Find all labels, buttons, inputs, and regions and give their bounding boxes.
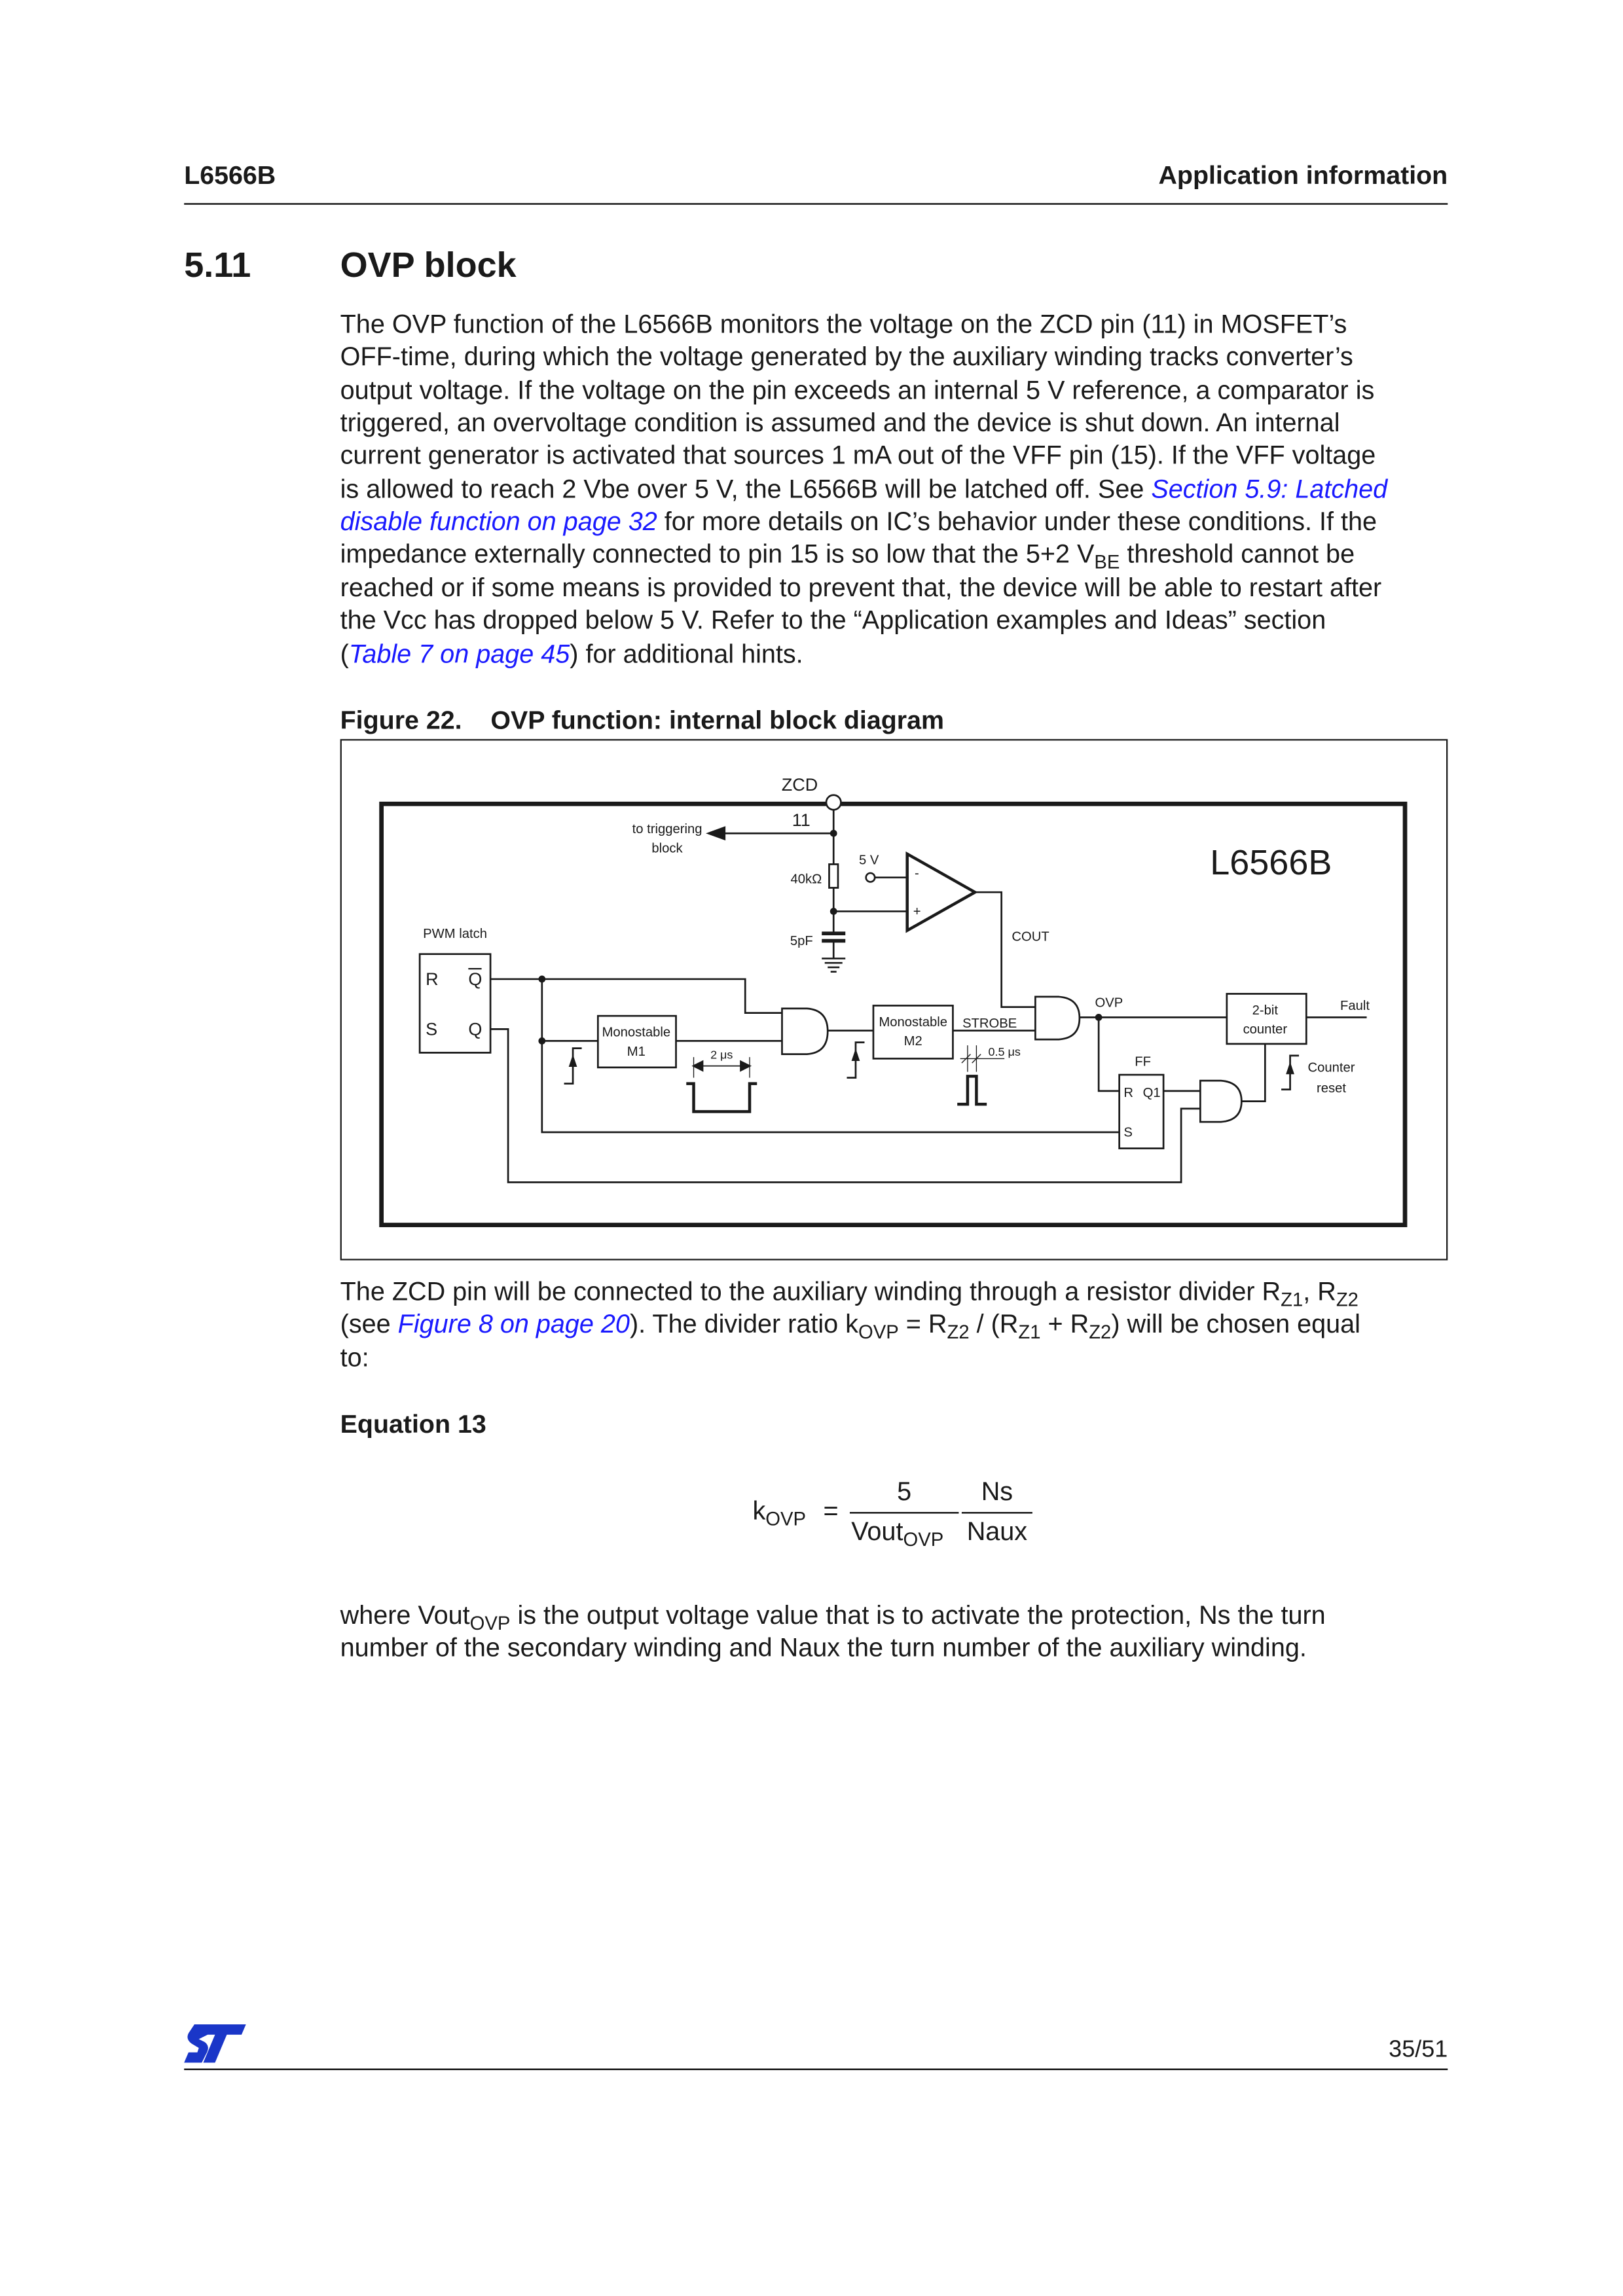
st-logo bbox=[183, 2022, 247, 2066]
label-capacitor: 5pF bbox=[790, 934, 813, 949]
label-m1: M1 bbox=[627, 1044, 646, 1059]
label-5v: 5 V bbox=[859, 853, 879, 868]
footer-rule bbox=[184, 2069, 1448, 2070]
text-line: triggered, an overvoltage condition is assumed and the device is shut down. An internal bbox=[340, 408, 1340, 438]
label-2us: 2 μs bbox=[710, 1048, 733, 1062]
link-section-5-9-cont[interactable]: disable function on page 32 bbox=[340, 506, 657, 536]
label-ff-s: S bbox=[1123, 1125, 1133, 1140]
fraction-bar bbox=[850, 1512, 958, 1513]
text: for more details on IC’s behavior under these conditions. If the bbox=[657, 506, 1377, 536]
rising-edge-icon bbox=[564, 1049, 582, 1084]
eq-numerator-1: 5 bbox=[897, 1477, 912, 1507]
ground-icon bbox=[822, 958, 845, 971]
text-line: current generator is activated that sources 1 mA out of the VFF pin (15). If the VFF voltage bbox=[340, 440, 1376, 470]
label-resistor: 40kΩ bbox=[790, 872, 822, 887]
label-fault: Fault bbox=[1340, 999, 1370, 1014]
rising-edge-icon bbox=[1281, 1056, 1299, 1090]
label-r: R bbox=[426, 969, 439, 989]
label-monostable-m1: Monostable bbox=[602, 1025, 671, 1040]
text: is allowed to reach 2 Vbe over 5 V, the L6566B will be latched off. See bbox=[340, 474, 1152, 504]
label-counter: counter bbox=[1243, 1022, 1288, 1037]
text-line: number of the secondary winding and Naux the turn number of the auxiliary winding. bbox=[340, 1632, 1307, 1662]
subscript: Z2 bbox=[947, 1320, 970, 1343]
link-figure-8[interactable]: Figure 8 on page 20 bbox=[397, 1308, 630, 1338]
equation-title: Equation 13 bbox=[340, 1408, 486, 1439]
header-doc-id: L6566B bbox=[184, 160, 276, 190]
page-number: 35/51 bbox=[1389, 2037, 1448, 2063]
monostable-m2-box bbox=[873, 1005, 953, 1058]
text: ) will be chosen equal bbox=[1111, 1308, 1360, 1338]
eq-denominator-2: Naux bbox=[966, 1516, 1028, 1546]
and-gate-3-icon bbox=[1200, 1081, 1241, 1122]
text: where Vout bbox=[340, 1600, 470, 1630]
label-q: Q bbox=[468, 1019, 483, 1039]
label-qbar: Q bbox=[468, 969, 483, 989]
label-s: S bbox=[426, 1019, 438, 1039]
text: ) for additional hints. bbox=[570, 639, 803, 669]
negative-pulse-waveform-icon bbox=[686, 1057, 757, 1111]
label-reset: reset bbox=[1317, 1081, 1347, 1096]
label-m2: M2 bbox=[903, 1034, 922, 1049]
text-line bbox=[340, 1276, 1359, 1311]
label-2-bit: 2-bit bbox=[1252, 1003, 1279, 1018]
figure-caption: Figure 22. OVP function: internal block diagram bbox=[340, 705, 944, 735]
label-counter-reset: Counter bbox=[1307, 1060, 1355, 1075]
label-ff: FF bbox=[1135, 1054, 1151, 1069]
text: The ZCD pin will be connected to the auxiliary winding through a resistor divider R bbox=[340, 1276, 1281, 1306]
label-ovp: OVP bbox=[1095, 996, 1123, 1011]
subscript: Z2 bbox=[1089, 1320, 1112, 1343]
subscript: Z1 bbox=[1281, 1288, 1304, 1311]
eq-vout: Vout bbox=[851, 1516, 903, 1546]
label-monostable-m2: Monostable bbox=[879, 1014, 948, 1030]
eq-vout-sub: OVP bbox=[903, 1528, 944, 1551]
rising-edge-icon bbox=[847, 1043, 864, 1078]
subscript: Z2 bbox=[1336, 1288, 1359, 1311]
text: , R bbox=[1303, 1276, 1336, 1306]
text: (see bbox=[340, 1308, 398, 1338]
eq-equals: = bbox=[823, 1496, 839, 1526]
label-pin-11: 11 bbox=[792, 810, 811, 830]
label-chip: L6566B bbox=[1210, 843, 1332, 883]
label-block: block bbox=[651, 841, 683, 856]
text-line: OFF-time, during which the voltage generated by the auxiliary winding tracks converter’s bbox=[340, 341, 1353, 371]
text-line: output voltage. If the voltage on the pin exceeds an internal 5 V reference, a comparator is bbox=[340, 375, 1375, 405]
text-line: to: bbox=[340, 1342, 369, 1372]
text-line: reached or if some means is provided to prevent that, the device will be able to restart after bbox=[340, 573, 1382, 603]
link-section-5-9[interactable]: Section 5.9: Latched bbox=[1151, 474, 1388, 504]
text: ( bbox=[340, 639, 349, 669]
subscript: OVP bbox=[858, 1320, 899, 1343]
resistor-icon bbox=[829, 864, 837, 888]
arrow-left-icon bbox=[708, 827, 725, 839]
text: is the output voltage value that is to activate the protection, Ns the turn bbox=[510, 1600, 1326, 1630]
eq-k-sub: OVP bbox=[765, 1507, 807, 1530]
text: = R bbox=[898, 1308, 947, 1338]
label-minus: - bbox=[914, 866, 919, 881]
eq-k: k bbox=[752, 1496, 766, 1526]
text: ). The divider ratio k bbox=[629, 1308, 858, 1338]
eq-numerator-2: Ns bbox=[981, 1477, 1013, 1507]
text-line bbox=[340, 1308, 1360, 1343]
text-line bbox=[340, 1600, 1326, 1634]
label-plus: + bbox=[913, 905, 921, 920]
and-gate-2-icon bbox=[1035, 997, 1079, 1039]
monostable-m1-box bbox=[598, 1016, 676, 1067]
link-table-7[interactable]: Table 7 on page 45 bbox=[348, 639, 570, 669]
text: / (R bbox=[969, 1308, 1019, 1338]
subscript: Z1 bbox=[1018, 1320, 1041, 1343]
label-pwm-latch: PWM latch bbox=[423, 926, 488, 941]
subscript: OVP bbox=[469, 1612, 511, 1634]
label-strobe: STROBE bbox=[962, 1016, 1017, 1031]
section-number: 5.11 bbox=[184, 245, 251, 286]
label-cout: COUT bbox=[1012, 929, 1049, 944]
label-0-5us: 0.5 μs bbox=[988, 1045, 1021, 1058]
subscript: BE bbox=[1094, 550, 1120, 573]
label-to-triggering: to triggering bbox=[632, 822, 702, 837]
text: impedance externally connected to pin 15 is so low that the 5+2 V bbox=[340, 539, 1095, 569]
text: threshold cannot be bbox=[1120, 539, 1355, 569]
label-ff-r: R bbox=[1123, 1085, 1133, 1100]
section-title: OVP block bbox=[340, 245, 517, 286]
and-gate-1-icon bbox=[782, 1009, 828, 1054]
label-zcd: ZCD bbox=[781, 774, 818, 795]
label-q1: Q1 bbox=[1142, 1085, 1161, 1100]
vref-terminal-icon bbox=[866, 873, 875, 882]
text: + R bbox=[1040, 1308, 1089, 1338]
zcd-pin-icon bbox=[826, 795, 841, 810]
fraction-bar bbox=[962, 1512, 1032, 1513]
text-line: The OVP function of the L6566B monitors the voltage on the ZCD pin (11) in MOSFET’s bbox=[340, 309, 1347, 339]
header-section: Application information bbox=[1158, 160, 1448, 190]
text-line: the Vcc has dropped below 5 V. Refer to the “Application examples and Ideas” section bbox=[340, 605, 1326, 635]
